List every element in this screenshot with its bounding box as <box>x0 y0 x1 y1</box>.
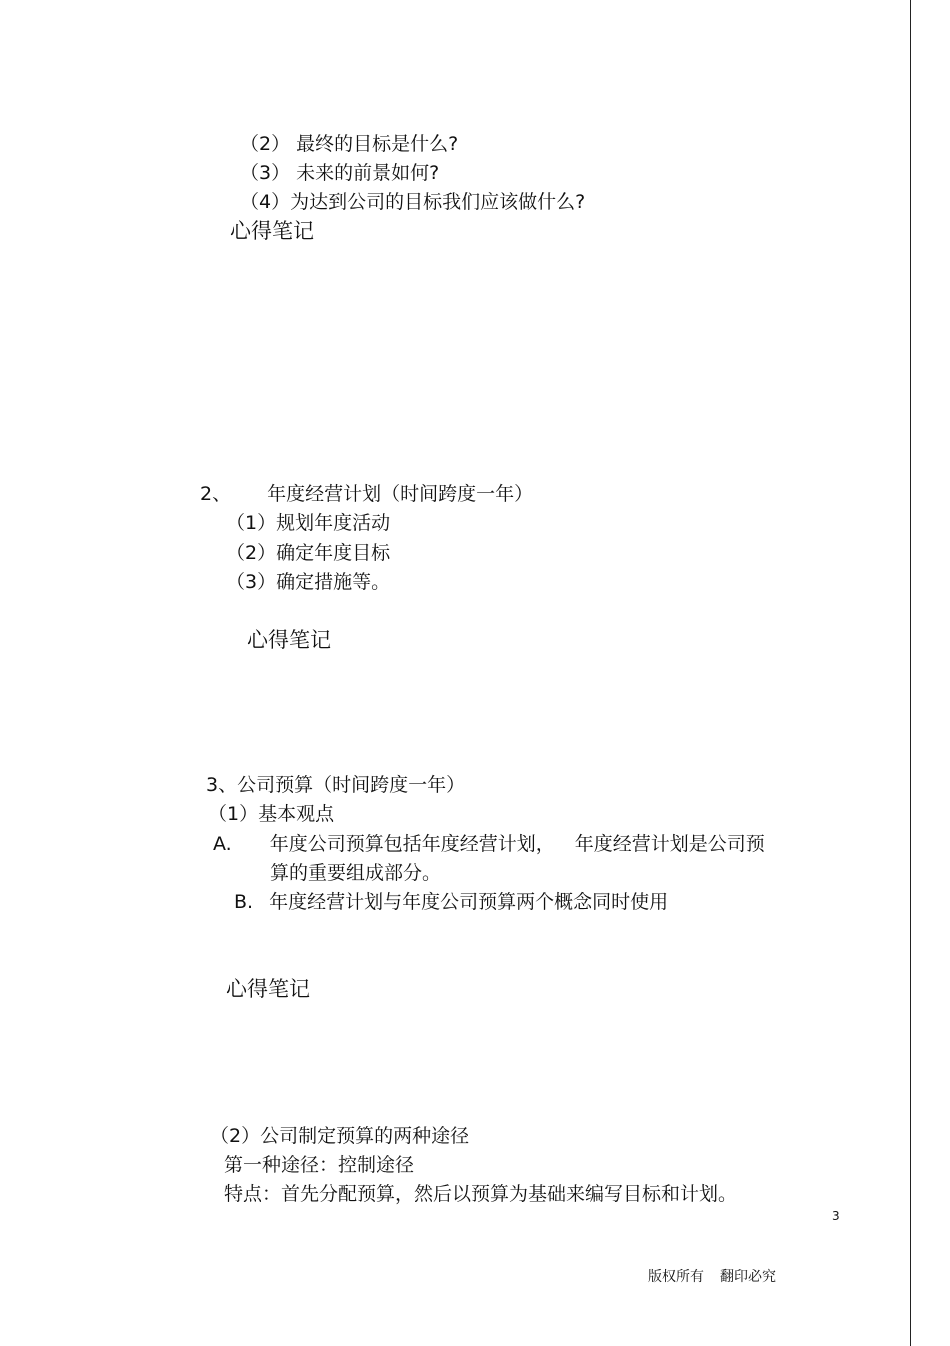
point-a-line <box>213 832 765 856</box>
point-text: 年度经营计划与年度公司预算两个概念同时使用 <box>269 891 669 913</box>
footer <box>648 1268 776 1286</box>
notes-heading: 心得笔记 <box>226 977 310 1001</box>
list-item: （4）为达到公司的目标我们应该做什么? <box>240 191 586 213</box>
point-b-line <box>234 890 668 914</box>
point-marker: B. <box>234 891 254 913</box>
point-text: 年度公司预算包括年度经营计划， <box>269 833 555 855</box>
list-item: （2）确定年度目标 <box>226 542 391 564</box>
paragraph-line: 第一种途径：控制途径 <box>224 1154 415 1176</box>
footer-reprint-notice: 翻印必究 <box>720 1269 776 1285</box>
section-number: 2、 <box>200 483 232 505</box>
list-item: （3） 未来的前景如何? <box>240 162 440 184</box>
list-item: （3）确定措施等。 <box>226 571 391 593</box>
section-title: 年度经营计划（时间跨度一年） <box>267 483 534 505</box>
point-text-continued: 年度经营计划是公司预 <box>574 833 765 855</box>
subsection-heading: （1）基本观点 <box>208 803 335 825</box>
page-edge-rule <box>910 0 911 1346</box>
footer-copyright: 版权所有 <box>648 1269 704 1285</box>
section-heading: 3、公司预算（时间跨度一年） <box>206 774 466 796</box>
notes-heading: 心得笔记 <box>230 219 314 243</box>
list-item: （1）规划年度活动 <box>226 512 391 534</box>
section-heading <box>200 482 533 506</box>
point-a-line-2: 算的重要组成部分。 <box>270 862 442 884</box>
notes-heading: 心得笔记 <box>247 628 331 652</box>
list-item: （2） 最终的目标是什么? <box>240 133 459 155</box>
paragraph-line: 特点：首先分配预算，然后以预算为基础来编写目标和计划。 <box>224 1183 738 1205</box>
page-number: 3 <box>832 1209 840 1223</box>
point-marker: A. <box>213 833 232 855</box>
subsection-heading: （2）公司制定预算的两种途径 <box>210 1125 470 1147</box>
